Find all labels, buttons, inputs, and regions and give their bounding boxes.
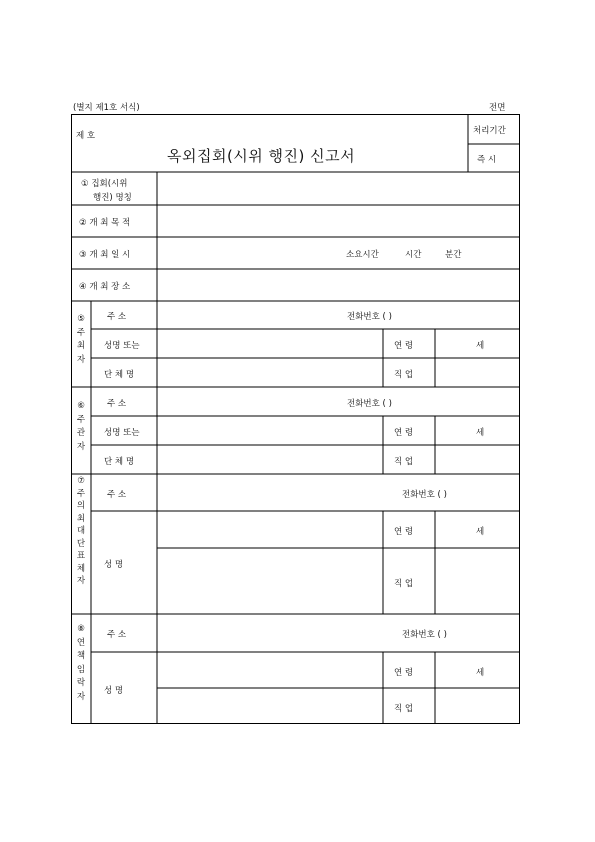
receipt-number-label: 제 호 [76, 131, 96, 141]
liaison-age-label: 연 령 [394, 668, 414, 678]
host-age-unit: 세 [476, 428, 485, 438]
processing-period-label: 처리기간 [473, 126, 506, 136]
organizer-age-label: 연 령 [394, 341, 414, 351]
representative-age-unit: 세 [476, 527, 485, 537]
host-occupation-label: 직 업 [394, 457, 414, 467]
host-age-label: 연 령 [394, 428, 414, 438]
organizer-phone-label: 전화번호 ( ) [347, 312, 392, 322]
representative-section-label: ⑦ 주 의 최 대 단 표 체 자 [76, 476, 86, 586]
duration-minutes-label: 분간 [445, 250, 462, 260]
form-title: 옥외집회(시위 행진) 신고서 [167, 147, 356, 165]
organizer-occupation-label: 직 업 [394, 370, 414, 380]
host-address-label: 주 소 [107, 399, 127, 409]
organizer-group-label: 단 체 명 [104, 370, 135, 380]
report-form [71, 114, 520, 724]
representative-address-label: 주 소 [107, 490, 127, 500]
liaison-section-label: ⑧ 연 책 임 락 자 [76, 624, 86, 702]
host-phone-label: 전화번호 ( ) [347, 399, 392, 409]
host-name-label: 성명 또는 [104, 428, 140, 438]
organizer-section-label: ⑤ 주 최 자 [76, 314, 86, 365]
datetime-label: ③ 개 최 일 시 [79, 250, 131, 260]
organizer-age-unit: 세 [476, 341, 485, 351]
liaison-age-unit: 세 [476, 668, 485, 678]
host-section-label: ⑥ 주 관 자 [76, 401, 86, 452]
host-group-label: 단 체 명 [104, 457, 135, 467]
liaison-address-label: 주 소 [107, 630, 127, 640]
organizer-address-label: 주 소 [107, 312, 127, 322]
form-grid-lines [71, 114, 520, 724]
duration-label: 소요시간 [346, 250, 379, 260]
liaison-phone-label: 전화번호 ( ) [402, 630, 447, 640]
venue-label: ④ 개 최 장 소 [79, 282, 131, 292]
purpose-label: ② 개 최 목 적 [79, 218, 131, 228]
representative-occupation-label: 직 업 [394, 579, 414, 589]
representative-name-label: 성 명 [104, 560, 124, 570]
liaison-name-label: 성 명 [104, 686, 124, 696]
form-number-caption: (별지 제1호 서식) [73, 103, 140, 113]
duration-hours-label: 시간 [405, 250, 422, 260]
processing-period-value: 즉 시 [477, 155, 497, 165]
representative-age-label: 연 령 [394, 527, 414, 537]
organizer-name-label: 성명 또는 [104, 341, 140, 351]
liaison-occupation-label: 직 업 [394, 704, 414, 714]
assembly-name-label-line2: 행진) 명칭 [93, 193, 132, 203]
representative-phone-label: 전화번호 ( ) [402, 490, 447, 500]
page-side-caption: 전면 [489, 103, 506, 113]
assembly-name-label-line1: ① 집회(시위 [81, 179, 128, 189]
